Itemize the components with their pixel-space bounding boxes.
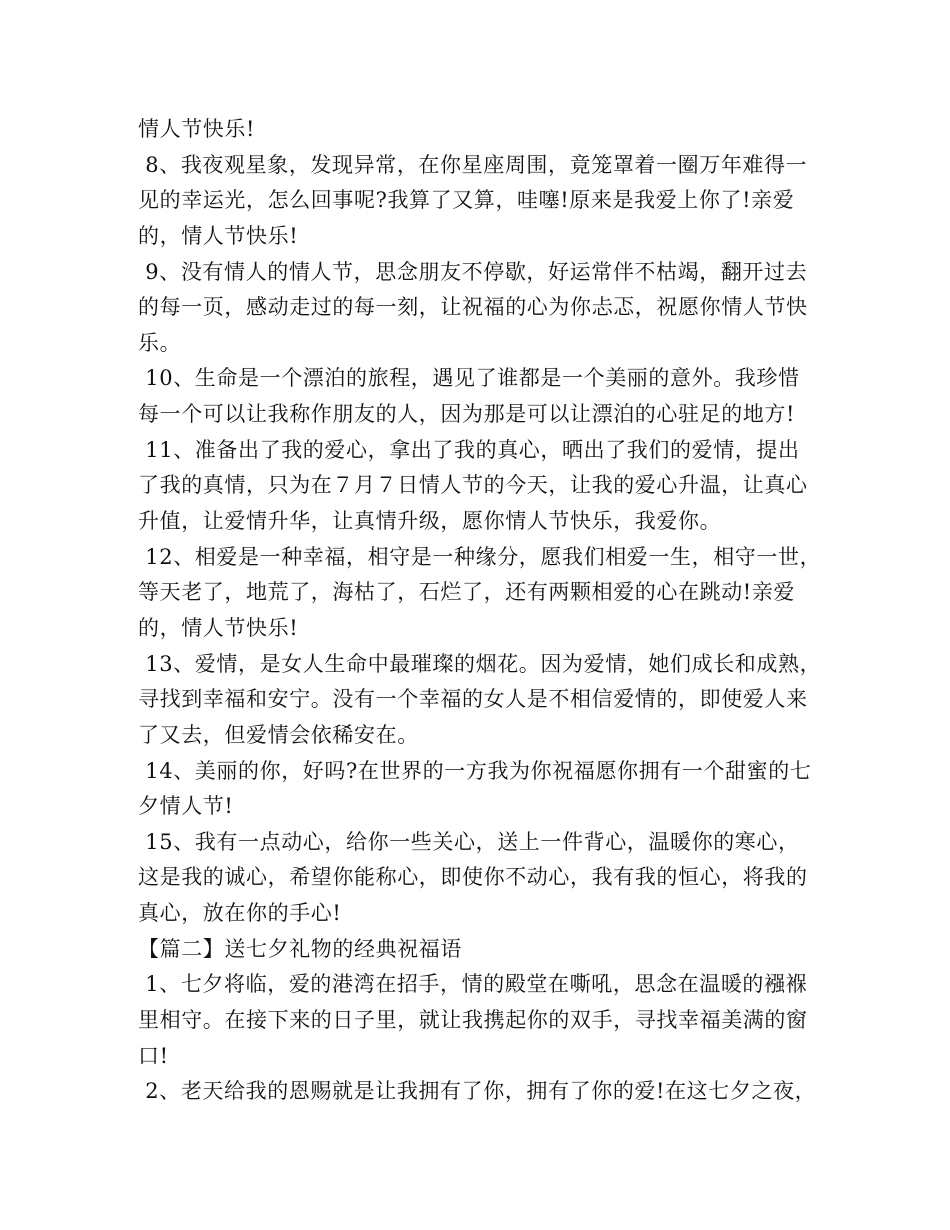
section-heading: 【篇二】送七夕礼物的经典祝福语 [138,936,462,961]
text-line: 15、我有一点动心，给你一些关心，送上一件背心，温暖你的寒心， [138,829,800,854]
text-line: 这是我的诚心，希望你能称心，即使你不动心，我有我的恒心，将我的 [138,865,808,890]
text-line: 2、老天给我的恩赐就是让我拥有了你，拥有了你的爱!在这七夕之夜， [138,1079,817,1104]
text-line: 了又去，但爱情会依稀安在。 [138,722,419,747]
text-line: 了我的真情，只为在７月７日情人节的今天，让我的爱心升温，让真心 [138,473,808,498]
text-line: 寻找到幸福和安宁。没有一个幸福的女人是不相信爱情的，即使爱人来 [138,687,808,712]
text-line: 里相守。在接下来的日子里，就让我携起你的双手，寻找幸福美满的窗 [138,1008,808,1033]
text-line: 真心，放在你的手心! [138,901,342,926]
text-line: 每一个可以让我称作朋友的人，因为那是可以让漂泊的心驻足的地方! [138,402,796,427]
text-line: 14、美丽的你，好吗?在世界的一方我为你祝福愿你拥有一个甜蜜的七 [138,758,812,783]
text-line: 11、准备出了我的爱心，拿出了我的真心，晒出了我们的爱情，提出 [138,437,800,462]
document-body [138,112,828,1110]
text-line: 情人节快乐! [138,117,256,141]
text-line: 的，情人节快乐! [138,615,299,640]
text-line: 乐。 [138,330,182,355]
text-line: 12、相爱是一种幸福，相守是一种缘分，愿我们相爱一生，相守一世， [138,544,822,569]
text-line: 9、没有情人的情人节，思念朋友不停歇，好运常伴不枯竭，翻开过去 [138,259,808,284]
text-line: 见的幸运光，怎么回事呢?我算了又算，哇噻!原来是我爱上你了!亲爱 [138,188,795,213]
text-line: 口! [138,1043,169,1068]
text-line: 等天老了，地荒了，海枯了，石烂了，还有两颗相爱的心在跳动!亲爱 [138,580,796,605]
text-line: 1、七夕将临，爱的港湾在招手，情的殿堂在嘶吼，思念在温暖的襁褓 [138,972,808,997]
text-line: 的每一页，感动走过的每一刻，让祝福的心为你忐忑，祝愿你情人节快 [138,295,808,320]
text-line: 夕情人节! [138,794,234,819]
text-line: 8、我夜观星象，发现异常，在你星座周围，竟笼罩着一圈万年难得一 [138,152,808,177]
text-line: 的，情人节快乐! [138,223,299,248]
text-line: 13、爱情，是女人生命中最璀璨的烟花。因为爱情，她们成长和成熟， [138,651,822,676]
text-line: 升值，让爱情升华，让真情升级，愿你情人节快乐，我爱你。 [138,509,722,534]
text-line: 10、生命是一个漂泊的旅程，遇见了谁都是一个美丽的意外。我珍惜 [138,366,800,391]
